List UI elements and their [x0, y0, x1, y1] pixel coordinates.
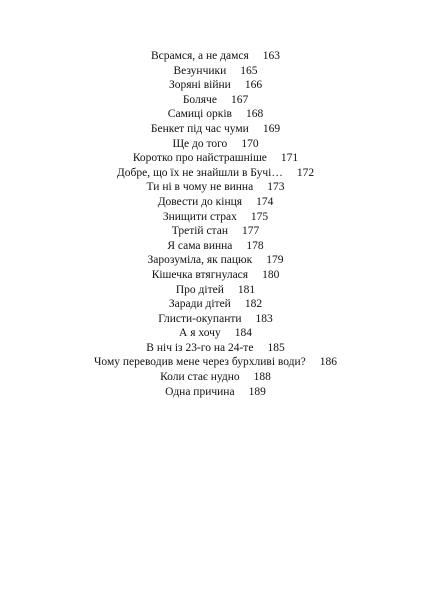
toc-entry — [0, 224, 431, 239]
toc-entry-title: Везунчики — [173, 64, 227, 77]
toc-entry-title: В ніч із 23-го на 24-те — [146, 341, 254, 354]
toc-entry — [0, 370, 431, 385]
toc-entry — [0, 64, 431, 79]
toc-entry-page: 170 — [241, 137, 259, 150]
toc-entry-page: 174 — [256, 195, 274, 208]
toc-entry-page: 178 — [246, 239, 264, 252]
toc-entry-title: Зарозуміла, як пацюк — [147, 254, 253, 267]
toc-entry — [0, 268, 431, 283]
toc-entry-title: Третій стан — [171, 225, 228, 238]
toc-entry-page: 175 — [250, 210, 269, 223]
toc-entry — [0, 166, 431, 181]
toc-entry — [0, 253, 431, 268]
toc-entry-page: 167 — [230, 93, 249, 106]
toc-entry — [0, 137, 431, 152]
toc-entry-page: 163 — [262, 50, 281, 62]
toc-entry-title: Зоряні війни — [168, 79, 231, 92]
toc-entry — [0, 93, 431, 108]
table-of-contents — [0, 49, 431, 399]
toc-entry — [0, 341, 431, 356]
toc-entry-title: Всрамся, а не дамся — [150, 50, 249, 62]
toc-entry-page: 181 — [237, 283, 256, 296]
toc-entry-title: Про дітей — [175, 283, 224, 296]
toc-entry-title: Ще до того — [172, 137, 228, 150]
toc-entry — [0, 326, 431, 341]
toc-entry-title: Знищити страх — [162, 210, 237, 223]
toc-entry-page: 184 — [234, 327, 252, 340]
toc-entry — [0, 355, 431, 370]
toc-entry-page: 177 — [241, 225, 260, 238]
toc-entry — [0, 385, 431, 400]
toc-entry-title: Одна причина — [165, 385, 235, 398]
toc-entry-title: Самиці орків — [167, 108, 232, 121]
toc-entry-page: 169 — [262, 122, 281, 135]
toc-entry-page: 179 — [266, 254, 284, 267]
toc-entry — [0, 107, 431, 122]
toc-entry-page: 165 — [240, 64, 258, 77]
toc-entry-page: 183 — [255, 312, 273, 325]
toc-entry-page: 188 — [253, 371, 271, 384]
toc-entry-title: Заради дітей — [168, 298, 231, 311]
toc-entry-title: Довести до кінця — [157, 195, 243, 208]
toc-entry-title: Добре, що їх не знайшли в Бучі… — [116, 166, 283, 179]
toc-entry-title: Чому переводив мене через бурхливі води? — [93, 356, 306, 369]
toc-entry-page: 172 — [296, 166, 315, 179]
toc-entry — [0, 195, 431, 210]
toc-entry-title: Боляче — [182, 93, 217, 106]
toc-entry-title: Коли стає нудно — [160, 371, 240, 384]
toc-entry-page: 168 — [245, 108, 264, 121]
toc-entry — [0, 312, 431, 327]
toc-entry-title: А я хочу — [179, 327, 221, 340]
toc-entry — [0, 151, 431, 166]
toc-entry — [0, 122, 431, 137]
toc-entry-page: 189 — [248, 385, 266, 398]
toc-entry — [0, 239, 431, 254]
toc-entry-page: 173 — [267, 181, 285, 194]
toc-entry — [0, 297, 431, 312]
toc-entry-page: 171 — [280, 152, 299, 165]
toc-entry — [0, 283, 431, 298]
toc-entry — [0, 78, 431, 93]
toc-entry — [0, 180, 431, 195]
toc-entry-page: 166 — [244, 79, 263, 92]
toc-entry — [0, 49, 431, 64]
toc-entry-title: Кішечка втягнулася — [151, 268, 249, 281]
toc-entry — [0, 210, 431, 225]
toc-entry-page: 180 — [262, 268, 280, 281]
toc-entry-page: 185 — [267, 341, 285, 354]
toc-entry-title: Глисти-окупанти — [158, 312, 242, 325]
toc-entry-page: 182 — [244, 298, 263, 311]
toc-entry-page: 186 — [319, 356, 338, 369]
toc-entry-title: Я сама винна — [167, 239, 233, 252]
toc-entry-title: Ти ні в чому не винна — [146, 181, 254, 194]
toc-entry-title: Коротко про найстрашніше — [132, 152, 267, 165]
toc-entry-title: Бенкет під час чуми — [150, 122, 249, 135]
